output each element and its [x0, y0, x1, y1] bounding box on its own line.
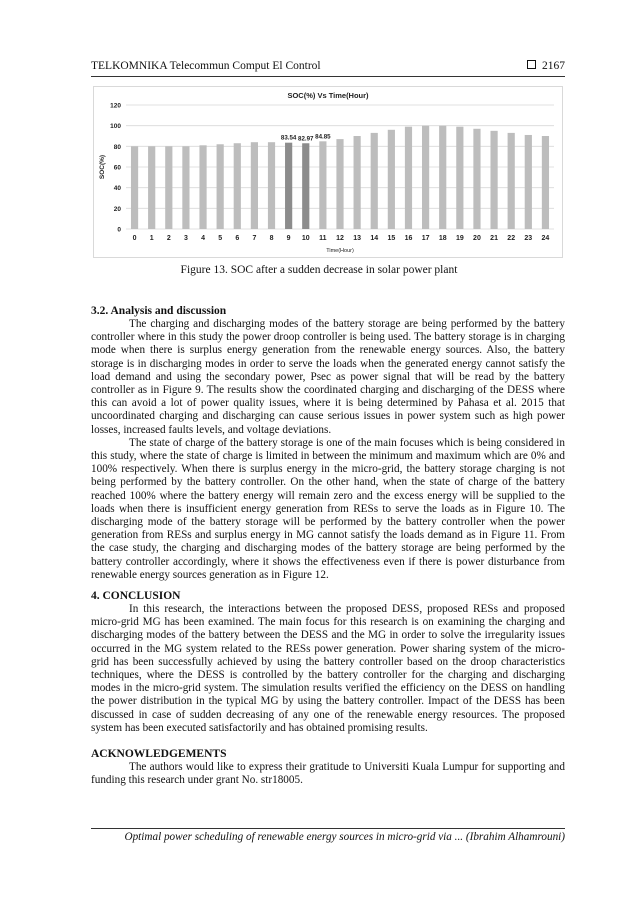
y-tick-label: 80	[113, 143, 121, 151]
x-tick-label: 24	[541, 235, 550, 242]
data-label: 82.97	[298, 135, 314, 143]
x-tick-label: 3	[183, 235, 188, 242]
bar	[268, 142, 275, 229]
x-tick-label: 21	[490, 235, 498, 242]
figure-caption: Figure 13. SOC after a sudden decrease in solar power plant	[180, 264, 458, 276]
bar	[508, 133, 515, 229]
x-tick-label: 11	[319, 235, 327, 242]
paragraph: The charging and discharging modes of the battery storage are being performed by the battery controller where in this study the power droop controller is being used. The battery storage is in charging mode when there is surplus energy generation from the renewable energy sources. Also, the battery storage is in discharging modes in order to serve the loads when the generated energy cannot satisfy the load demand and using the secondary power, Psec as power signal that will be read by the battery controller as in Figure 9. The results show the coordinated charging and discharging of the DESS where this can avoid a lot of power quality issues, where it is being determined by Pahasa et al. 2015 that uncoordinated charging and discharging can cause serious issues in power system such as high power losses, increased faults levels, and voltage deviations.	[91, 318, 565, 436]
x-axis-label: Time(Hour)	[326, 248, 354, 254]
y-tick-label: 100	[110, 123, 121, 131]
x-tick-label: 8	[269, 235, 274, 242]
x-tick-label: 14	[370, 235, 379, 242]
y-tick-label: 60	[113, 164, 121, 172]
bar	[165, 146, 172, 229]
bar	[302, 143, 309, 229]
x-tick-label: 17	[421, 235, 430, 242]
bar	[319, 141, 326, 229]
paragraph: The state of charge of the battery storage is one of the main focuses which is being considered in this study, where the state of charge is limited in between the minimum and maximum which are 0% and 100% respectively. When there is surplus energy in the micro-grid, the battery storage charging is not being performed by the battery controller. On the other hand, when the state of charge of the battery reached 100% where the battery energy will remain zero and the excess energy will be supplied to the loads when there is insufficient energy generation from RESs to serve the loads as in Figure 10. The discharging mode of the battery storage will be performed by the battery controller when the power generation from RESs and surplus energy in MG cannot satisfy the loads demand as in Figure 11. From the case study, the charging and discharging modes of the battery storage are being performed by the battery controller accordingly, where it shows the effectiveness even if there is power disturbance from renewable energy sources generation as in Figure 12.	[91, 436, 565, 581]
page-number: 2167	[542, 60, 565, 72]
data-label: 84.85	[315, 133, 331, 141]
conclusion-body	[91, 603, 565, 735]
bar	[371, 133, 378, 229]
section-3-2-body	[91, 318, 565, 582]
square-bullet-icon	[527, 60, 536, 69]
bar	[285, 143, 292, 229]
x-tick-label: 4	[201, 235, 205, 242]
chart-title: SOC(%) Vs Time(Hour)	[287, 91, 369, 100]
header-rule	[91, 76, 565, 77]
x-tick-label: 9	[286, 235, 291, 242]
bar	[354, 136, 361, 229]
x-tick-label: 10	[301, 235, 310, 242]
bar	[336, 139, 343, 229]
x-tick-label: 7	[252, 235, 257, 242]
journal-name: TELKOMNIKA Telecommun Comput El Control	[91, 60, 321, 72]
bar	[490, 131, 497, 229]
soc-chart-svg	[94, 87, 562, 257]
bar	[439, 126, 446, 229]
x-tick-label: 23	[524, 235, 533, 242]
y-axis-label: SOC(%)	[99, 154, 106, 180]
bar	[148, 146, 155, 229]
x-tick-label: 6	[235, 235, 240, 242]
bar	[473, 129, 480, 229]
running-footer: Optimal power scheduling of renewable energy sources in micro-grid via ... (Ibrahim Alhamrouni)	[124, 831, 565, 843]
running-header	[91, 60, 565, 76]
x-tick-label: 19	[455, 235, 464, 242]
x-tick-label: 1	[149, 235, 154, 242]
y-tick-label: 20	[113, 205, 121, 213]
section-heading-acknowledgements: ACKNOWLEDGEMENTS	[91, 748, 227, 760]
acknowledgements-body	[91, 761, 565, 787]
x-tick-label: 16	[404, 235, 413, 242]
data-label: 83.54	[280, 134, 297, 142]
soc-chart	[93, 86, 563, 258]
bar	[388, 130, 395, 229]
y-tick-label: 0	[117, 226, 121, 234]
x-tick-label: 2	[166, 235, 171, 242]
x-tick-label: 5	[218, 235, 223, 242]
bar	[251, 142, 258, 229]
y-tick-label: 120	[110, 102, 121, 110]
bar	[199, 145, 206, 229]
bar	[405, 127, 412, 229]
bar	[217, 144, 224, 229]
bar	[131, 146, 138, 229]
section-heading-3-2: 3.2. Analysis and discussion	[91, 305, 227, 317]
y-tick-label: 40	[113, 185, 121, 193]
bar	[456, 127, 463, 229]
section-heading-conclusion: 4. CONCLUSION	[91, 590, 181, 602]
bar	[234, 143, 241, 229]
footer-rule	[91, 828, 565, 829]
x-tick-label: 22	[507, 235, 516, 242]
x-tick-label: 0	[132, 235, 137, 242]
bar	[542, 136, 549, 229]
x-tick-label: 15	[387, 235, 396, 242]
x-tick-label: 13	[353, 235, 362, 242]
x-tick-label: 12	[336, 235, 344, 242]
page-number-block	[527, 60, 565, 72]
bar	[182, 146, 189, 229]
bar	[422, 126, 429, 229]
paragraph: The authors would like to express their gratitude to Universiti Kuala Lumpur for supporting and funding this research under grant No. str18005.	[91, 761, 565, 787]
bar	[525, 135, 532, 229]
x-tick-label: 18	[438, 235, 447, 242]
paragraph: In this research, the interactions between the proposed DESS, proposed RESs and proposed micro-grid MG has been examined. The main focus for this research is on examining the charging and discharging modes of the battery between the DESS and the MG in order to solve the irregularity issues occurred in the MG system related to the RESs power generation. Power sharing system of the micro-grid has been successfully achieved by using the battery controller based on the droop characteristics techniques, where the DESS is controlled by the battery controller for the charging and discharging modes in the micro-grid system. The simulation results verified the efficiency on the DESS on handling the power distribution in the typical MG by using the battery controller. Impact of the DESS has been discussed in case of sudden decreasing of any one of the renewable energy resources. The proposed system has been executed satisfactorily and has obtained promising results.	[91, 603, 565, 734]
x-tick-label: 20	[473, 235, 481, 242]
